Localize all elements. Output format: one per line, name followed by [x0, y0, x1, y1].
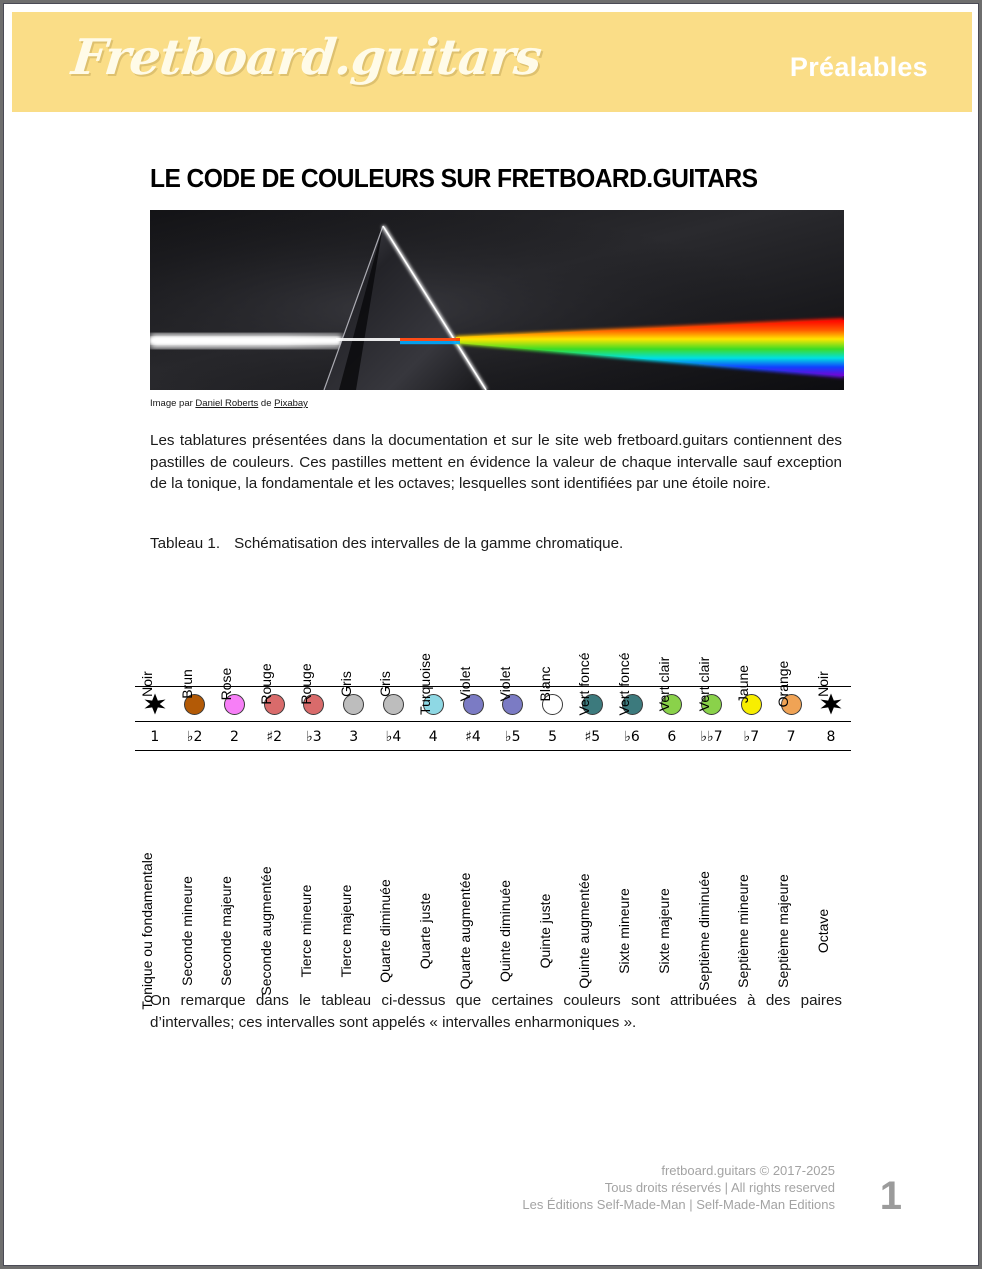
- degree-label: ♭3: [306, 728, 322, 745]
- color-name-cell: [175, 568, 215, 699]
- color-name-cell: [533, 568, 573, 702]
- degree-label: ♭2: [186, 728, 203, 745]
- color-name-label: Noir: [815, 671, 831, 697]
- interval-name-label: Tierce mineure: [297, 884, 314, 978]
- interval-name-cell: [612, 751, 652, 974]
- degree-label: ♭4: [385, 728, 402, 745]
- interval-name-label: Octave: [815, 908, 831, 954]
- color-name-cell: [811, 568, 851, 697]
- interval-name-label: Seconde augmentée: [258, 866, 275, 996]
- color-name-label: Vert clair: [695, 656, 712, 712]
- degree-label: 5: [548, 728, 557, 745]
- degree-cell: [374, 722, 414, 751]
- degree-label: ♯2: [266, 728, 283, 745]
- color-name-cell: [692, 568, 732, 712]
- degree-cell: [612, 722, 652, 751]
- closing-paragraph: On remarque dans le tableau ci-dessus que certaines couleurs sont attribuées à des paires d’intervalles; ces intervalles sont appelés « intervalles enharmoniques ».: [150, 992, 842, 1031]
- intro-paragraph: Les tablatures présentées dans la documentation et sur le site web fretboard.guitars contiennent des pastilles de couleurs. Ces pastilles mettent en évidence la valeur de chaque intervalle sauf exception de la tonique, la fondamentale et les octaves; lesquelles sont identifiées par une étoile noire.: [150, 432, 842, 492]
- interval-name-label: Septième mineure: [735, 874, 752, 988]
- table-caption: [150, 535, 623, 552]
- degree-cell: [771, 722, 811, 751]
- interval-name-label: Sixte mineure: [616, 888, 633, 974]
- degree-label: 6: [667, 728, 677, 745]
- color-name-label: Vert foncé: [576, 652, 593, 716]
- interval-name-cell: [135, 751, 175, 1010]
- color-name-cell: [294, 568, 334, 705]
- interval-name-label: Quarte diminuée: [377, 879, 394, 983]
- color-name-label: Gris: [337, 671, 354, 697]
- degree-label: ♭7: [743, 728, 760, 745]
- degree-label: ♭♭7: [700, 728, 723, 745]
- color-name-label: Jaune: [735, 664, 752, 704]
- footer-copyright: fretboard.guitars © 2017-2025: [661, 1163, 835, 1178]
- degree-label: ♯5: [584, 728, 601, 745]
- interval-name-label: Quinte juste: [536, 893, 553, 969]
- degree-cell: [175, 722, 215, 751]
- credit-author-link[interactable]: Daniel Roberts: [195, 398, 259, 409]
- degree-cell: [731, 722, 771, 751]
- color-name-cell: [453, 568, 493, 702]
- interval-name-cell: [453, 751, 493, 990]
- document-page: [3, 3, 979, 1266]
- footer-publisher: Les Éditions Self-Made-Man | Self-Made-Man Editions: [522, 1197, 835, 1212]
- interval-name-label: Seconde mineure: [178, 876, 195, 986]
- interval-name-cell: [652, 751, 692, 974]
- degree-cell: [533, 722, 573, 751]
- table-caption-text: Schématisation des intervalles de la gamme chromatique.: [234, 535, 624, 552]
- table-caption-number: Tableau 1.: [150, 535, 221, 552]
- interval-name-label: Quarte juste: [417, 892, 434, 970]
- footer-rights: Tous droits réservés | All rights reserved: [604, 1180, 835, 1195]
- interval-name-label: Sixte majeure: [655, 888, 672, 974]
- color-name-cell: [254, 568, 294, 705]
- degree-cell: [334, 722, 374, 751]
- degree-cell: [453, 722, 493, 751]
- interval-name-cell: [294, 751, 334, 978]
- interval-name-label: Seconde majeure: [218, 876, 235, 986]
- color-name-cell: [135, 568, 175, 697]
- degree-label: 8: [826, 728, 836, 745]
- degree-label: ♭5: [505, 728, 521, 745]
- degree-cell: [493, 722, 533, 751]
- degree-cell: [413, 722, 453, 751]
- color-name-label: Vert clair: [655, 656, 672, 712]
- interval-name-cell: [493, 751, 533, 982]
- degree-label: 4: [428, 728, 438, 745]
- interval-name-cell: [771, 751, 811, 988]
- interval-name-label: Quinte augmentée: [576, 873, 593, 989]
- color-name-label: Vert foncé: [616, 652, 633, 716]
- color-name-label: Rouge: [297, 663, 314, 705]
- color-name-cell: [334, 568, 374, 697]
- credit-source-link[interactable]: Pixabay: [274, 398, 308, 409]
- page-header-banner: [12, 12, 972, 112]
- interval-name-cell: [374, 751, 414, 983]
- interval-name-cell: [254, 751, 294, 996]
- interval-name-cell: [533, 751, 573, 969]
- color-name-label: Rose: [218, 667, 235, 701]
- color-name-cell: [731, 568, 771, 704]
- degree-cell: [811, 722, 851, 751]
- degree-label: 2: [229, 728, 239, 745]
- interval-name-label: Septième diminuée: [695, 871, 712, 991]
- credit-prefix: Image par: [150, 398, 196, 409]
- image-credit: [150, 398, 308, 409]
- degree-label: 3: [349, 728, 359, 745]
- degree-cell: [254, 722, 294, 751]
- degree-cell: [652, 722, 692, 751]
- table-row-degrees: [135, 722, 851, 751]
- interval-name-label: Quinte diminuée: [496, 880, 513, 982]
- degree-cell: [215, 722, 255, 751]
- color-name-label: Rouge: [258, 663, 275, 705]
- degree-label: ♭6: [624, 728, 640, 745]
- table-row-intervals: [135, 751, 851, 934]
- interval-name-label: Tierce majeure: [337, 884, 354, 978]
- degree-cell: [135, 722, 175, 751]
- prism-figure-image: [150, 210, 844, 390]
- chromatic-interval-table: [135, 568, 851, 1010]
- interval-name-cell: [811, 751, 851, 954]
- interval-name-cell: [413, 751, 453, 970]
- interval-name-cell: [572, 751, 612, 989]
- prism-illustration: [150, 210, 844, 390]
- color-name-cell: [652, 568, 692, 712]
- degree-cell: [692, 722, 732, 751]
- color-name-label: Violet: [457, 666, 473, 702]
- degree-label: ♯4: [465, 728, 481, 745]
- color-name-label: Brun: [178, 669, 195, 699]
- color-name-label: Noir: [138, 671, 155, 697]
- degree-label: 1: [150, 728, 160, 745]
- degree-cell: [294, 722, 334, 751]
- interval-name-cell: [215, 751, 255, 986]
- interval-name-label: Quarte augmentée: [457, 872, 473, 990]
- color-name-cell: [215, 568, 255, 701]
- credit-middle: de: [258, 398, 275, 409]
- page-number: 1: [879, 1174, 902, 1218]
- color-name-cell: [771, 568, 811, 708]
- color-name-cell: [493, 568, 533, 702]
- site-logo: Fretboard.guitars: [68, 28, 544, 86]
- color-name-label: Orange: [775, 660, 792, 708]
- interval-name-cell: [731, 751, 771, 988]
- section-title: Préalables: [789, 52, 928, 82]
- interval-name-label: Tonique ou fondamentale: [138, 852, 155, 1010]
- interval-name-cell: [175, 751, 215, 986]
- color-name-cell: [612, 568, 652, 716]
- color-name-label: Turquoise: [417, 653, 434, 715]
- page-footer: [522, 1162, 835, 1213]
- color-name-label: Violet: [496, 666, 513, 702]
- interval-name-cell: [334, 751, 374, 978]
- interval-name-cell: [692, 751, 732, 991]
- interval-name-label: Septième majeure: [775, 874, 792, 988]
- page-title: LE CODE DE COULEURS SUR FRETBOARD.GUITARS: [150, 165, 758, 193]
- degree-cell: [572, 722, 612, 751]
- color-name-cell: [413, 568, 453, 715]
- color-name-cell: [572, 568, 612, 716]
- table-row-color-names: [135, 568, 851, 687]
- color-name-label: Gris: [377, 671, 394, 697]
- degree-label: 7: [786, 728, 796, 745]
- color-name-cell: [374, 568, 414, 697]
- color-name-label: Blanc: [536, 666, 553, 702]
